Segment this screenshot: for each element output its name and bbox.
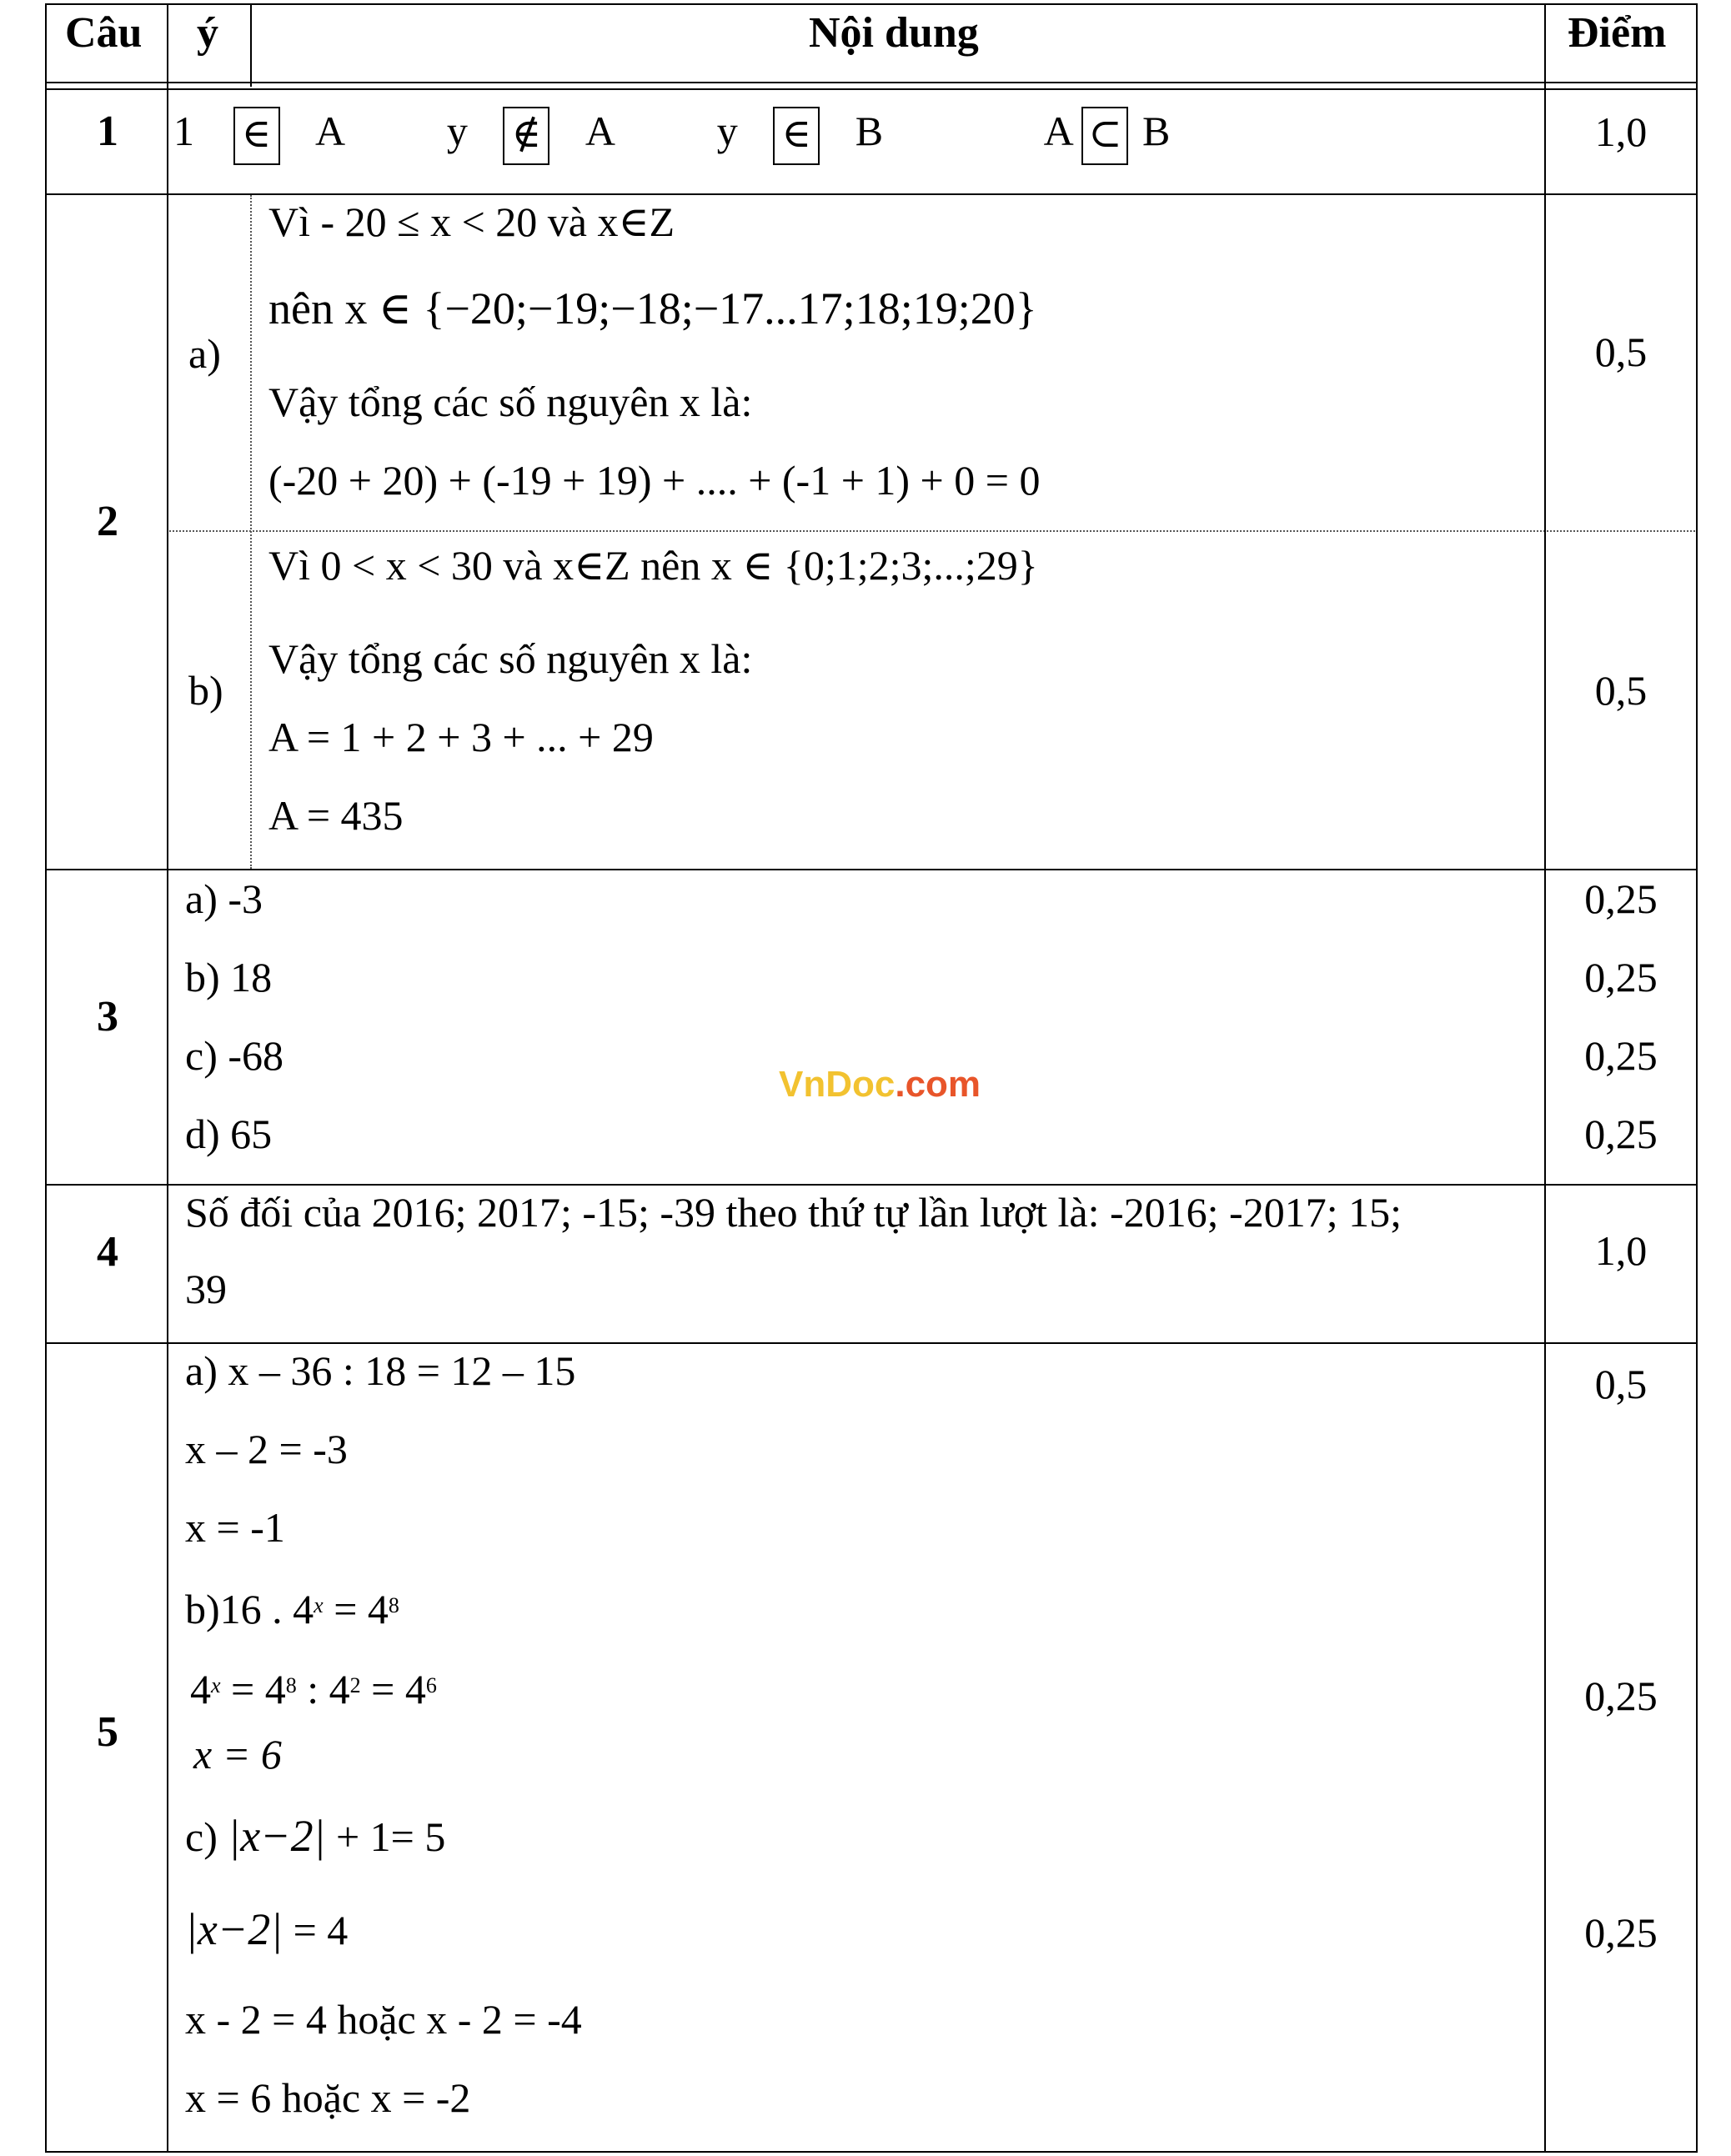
q5-b1-exp2: 8 <box>388 1593 399 1617</box>
q1-a2: A <box>585 108 614 154</box>
cau-column-border <box>167 3 168 2153</box>
y-column-border-header <box>250 3 252 87</box>
q5-b2-e3: 2 <box>349 1673 361 1697</box>
q2b-line2: Vậy tổng các số nguyên x là: <box>268 635 753 682</box>
q5-b2-c: : 4 <box>296 1666 350 1712</box>
q5-score-c: 0,25 <box>1584 1909 1658 1956</box>
q5-b2-b: = 4 <box>220 1666 286 1712</box>
q5-b1-pre: b)16 . 4 <box>185 1586 314 1632</box>
q1-symbol-4: ⊂ <box>1081 107 1128 165</box>
question-number-4: 4 <box>97 1228 118 1276</box>
q5-c-line3: x - 2 = 4 hoặc x - 2 = -4 <box>185 1996 582 2043</box>
q1-symbol-2: ∉ <box>503 107 549 165</box>
table-top-border <box>45 3 1698 5</box>
q2b-line1: Vì 0 < x < 30 và x∈Z nên x ∈ {0;1;2;3;...;29} <box>268 542 1038 589</box>
q2b-line3: A = 1 + 2 + 3 + ... + 29 <box>268 714 654 760</box>
q5-score-a: 0,5 <box>1594 1361 1648 1407</box>
q5-c1-pre: c) <box>185 1813 228 1860</box>
y-column-border-row2 <box>250 195 252 869</box>
question-number-3: 3 <box>97 993 118 1040</box>
q3-line-c: c) -68 <box>185 1032 283 1079</box>
q1-symbol-1: ∈ <box>233 107 280 165</box>
question-number-2: 2 <box>97 498 118 545</box>
header-bottom-border <box>45 82 1698 83</box>
q1-s2: y <box>446 108 468 154</box>
row3-bottom-border <box>45 1184 1698 1186</box>
q5-c-line2 <box>185 1904 348 1955</box>
q1-score: 1,0 <box>1594 108 1648 155</box>
q2a-line1: Vì - 20 ≤ x < 20 và x∈Z <box>268 198 675 245</box>
row2-bottom-border <box>45 869 1698 870</box>
q3-score-b: 0,25 <box>1584 954 1658 1000</box>
q3-score-a: 0,25 <box>1584 875 1658 922</box>
q5-b1-exp: x <box>314 1593 324 1617</box>
q5-a-line1: a) x – 36 : 18 = 12 – 15 <box>185 1347 576 1394</box>
q2b-score: 0,5 <box>1594 667 1648 714</box>
q5-a-line2: x – 2 = -3 <box>185 1426 348 1472</box>
header-bottom-border-2 <box>45 88 1698 90</box>
q2a-line2: nên x ∈ {−20;−19;−18;−17...17;18;19;20} <box>268 283 1037 333</box>
q1-s1: 1 <box>173 108 194 154</box>
q3-score-d: 0,25 <box>1584 1111 1658 1157</box>
q5-b2-e1: x <box>211 1673 221 1697</box>
q1-symbol-3: ∈ <box>773 107 820 165</box>
row4-bottom-border <box>45 1342 1698 1344</box>
q4-line1: Số đối của 2016; 2017; -15; -39 theo thứ tự lần lượt là: -2016; -2017; 15; <box>185 1189 1402 1236</box>
q1-a3: B <box>855 108 884 154</box>
q5-b1-mid: = 4 <box>323 1586 389 1632</box>
q2a-line4: (-20 + 20) + (-19 + 19) + .... + (-1 + 1) + 0 = 0 <box>268 457 1041 504</box>
q5-c1-abs: |x−2| <box>228 1811 326 1861</box>
q5-c2-abs: |x−2| <box>185 1904 283 1954</box>
q2a-label: a) <box>188 330 221 377</box>
q5-c2-post: = 4 <box>283 1907 349 1953</box>
table-right-border <box>1696 3 1698 2153</box>
q5-c-line1 <box>185 1811 445 1862</box>
header-cau: Câu <box>65 9 143 57</box>
q1-s4: A <box>1043 108 1071 154</box>
question-number-1: 1 <box>97 108 118 155</box>
q5-b2-e4: 6 <box>425 1673 437 1697</box>
vndoc-watermark <box>779 1064 981 1106</box>
header-y: ý <box>197 9 218 57</box>
q3-line-a: a) -3 <box>185 875 263 922</box>
q5-a-line3: x = -1 <box>185 1504 285 1551</box>
q4-score: 1,0 <box>1594 1227 1648 1274</box>
header-diem: Điểm <box>1568 9 1667 57</box>
q1-a4: B <box>1141 108 1171 154</box>
q5-b-line3: x = 6 <box>193 1731 282 1777</box>
q3-line-b: b) 18 <box>185 954 273 1000</box>
q1-s3: y <box>716 108 738 154</box>
question-number-5: 5 <box>97 1708 118 1756</box>
q5-c-line4: x = 6 hoặc x = -2 <box>185 2074 471 2121</box>
q5-b-line2 <box>190 1664 437 1714</box>
q1-content <box>173 102 1170 165</box>
header-noi-dung: Nội dung <box>809 9 979 57</box>
q5-b-line1 <box>185 1584 399 1634</box>
watermark-part2: .com <box>895 1064 981 1105</box>
table-left-border <box>45 3 47 2153</box>
q5-b2-d: = 4 <box>360 1666 426 1712</box>
q3-score-c: 0,25 <box>1584 1032 1658 1079</box>
q2a-line3: Vậy tổng các số nguyên x là: <box>268 379 753 425</box>
q1-a1: A <box>315 108 344 154</box>
row1-bottom-border <box>45 193 1698 195</box>
q5-b2-e2: 8 <box>285 1673 297 1697</box>
q4-line2: 39 <box>185 1266 227 1312</box>
table-bottom-border <box>45 2151 1698 2153</box>
q2b-label: b) <box>188 667 223 714</box>
q2b-line4: A = 435 <box>268 792 404 839</box>
q5-b2-a: 4 <box>190 1666 211 1712</box>
q5-c1-post: + 1= 5 <box>325 1813 446 1860</box>
watermark-part1: VnDoc <box>779 1064 896 1105</box>
row2-split-border <box>167 530 1698 532</box>
q2a-score: 0,5 <box>1594 328 1648 375</box>
q5-score-b: 0,25 <box>1584 1672 1658 1719</box>
q3-line-d: d) 65 <box>185 1111 273 1157</box>
